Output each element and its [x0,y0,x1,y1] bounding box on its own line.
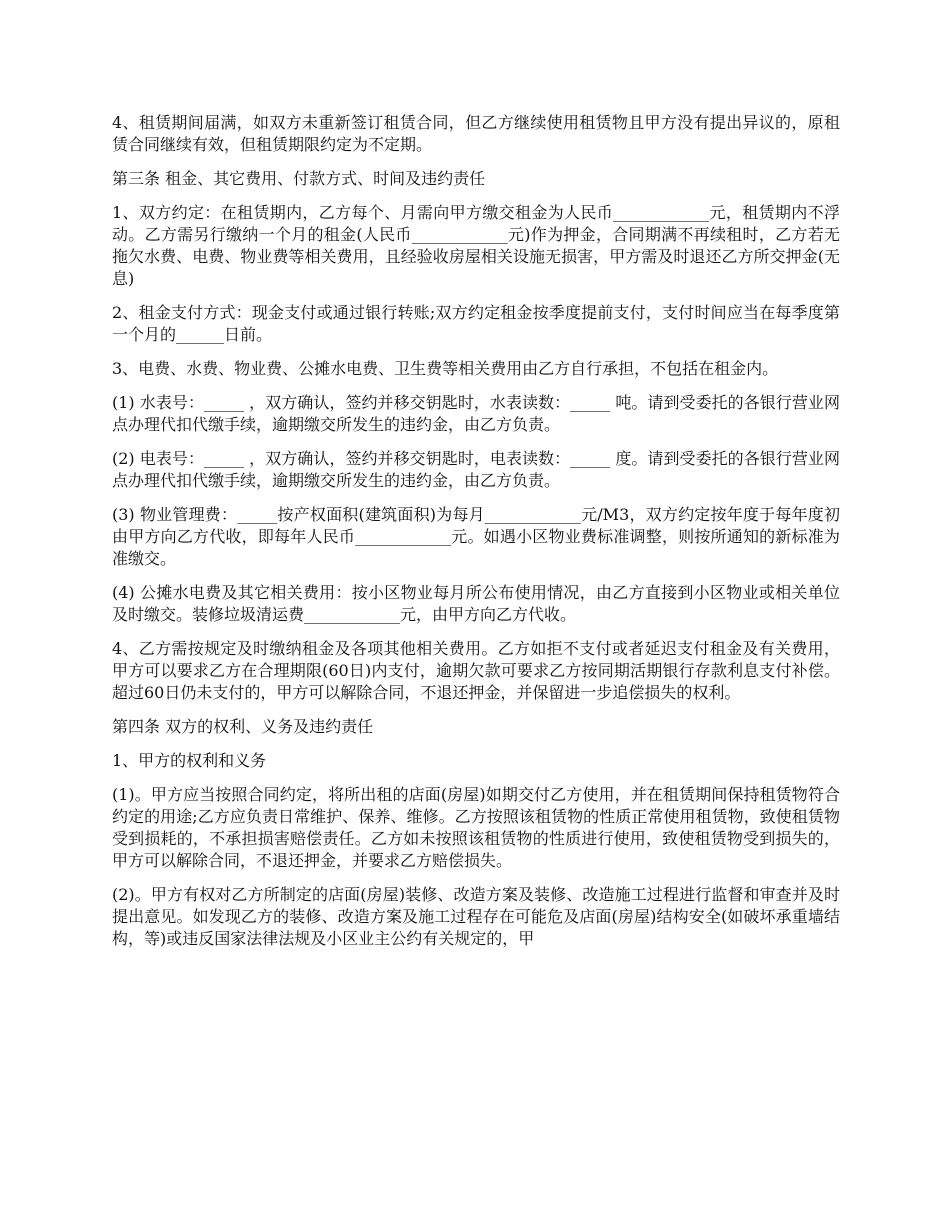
paragraph-water-meter: (1) 水表号：_____ ，双方确认，签约并移交钥匙时，水表读数：_____ 吨。请到受委托的各银行营业网点办理代扣代缴手续，逾期缴交所发生的违约金，由乙方负责。 [112,393,840,434]
paragraph-electric-meter: (2) 电表号：_____ ，双方确认，签约并移交钥匙时，电表读数：_____ 度。请到受委托的各银行营业网点办理代扣代缴手续，逾期缴交所发生的违约金，由乙方负责。 [112,449,840,490]
heading-article-4: 第四条 双方的权利、义务及违约责任 [112,717,374,736]
subheading-party-a-rights: 1、甲方的权利和义务 [112,751,267,770]
heading-article-3: 第三条 租金、其它费用、付款方式、时间及违约责任 [112,169,486,188]
paragraph-party-a-duty-1: (1)。甲方应当按照合同约定，将所出租的店面(房屋)如期交付乙方使用，并在租赁期间保持租赁物符合约定的用途;乙方应负责日常维护、保养、维修。乙方按照该租赁物的性质正常使用租赁物，致使租赁物受到损耗的，不承担损害赔偿责任。乙方如未按照该租赁物的性质进行使用，致使租赁物受到损失的，甲方可以解除合同，不退还押金，并要求乙方赔偿损失。 [112,785,840,870]
paragraph-utility-fees: 3、电费、水费、物业费、公摊水电费、卫生费等相关费用由乙方自行承担，不包括在租金内。 [112,359,779,378]
paragraph-payment-method: 2、租金支付方式：现金支付或通过银行转账;双方约定租金按季度提前支付，支付时间应当在每季度第一个月的______日前。 [112,303,840,344]
paragraph-party-a-duty-2: (2)。甲方有权对乙方所制定的店面(房屋)装修、改造方案及装修、改造施工过程进行监督和审查并及时提出意见。如发现乙方的装修、改造方案及施工过程存在可能危及店面(房屋)结构安全(如破坏承重墙结构，等)或违反国家法律法规及小区业主公约有关规定的，甲 [112,885,840,948]
document-page [112,112,840,962]
paragraph-shared-fees: (4) 公摊水电费及其它相关费用：按小区物业每月所公布使用情况，由乙方直接到小区物业或相关单位及时缴交。装修垃圾清运费____________元，由甲方向乙方代收。 [112,583,840,624]
paragraph-late-payment: 4、乙方需按规定及时缴纳租金及各项其他相关费用。乙方如拒不支付或者延迟支付租金及有关费用，甲方可以要求乙方在合理期限(60日)内支付，逾期欠款可要求乙方按同期活期银行存款利息支付补偿。超过60日仍未支付的，甲方可以解除合同，不退还押金，并保留进一步追偿损失的权利。 [112,639,840,702]
paragraph-property-fee: (3) 物业管理费：_____按产权面积(建筑面积)为每月____________元/M3，双方约定按年度于每年度初由甲方向乙方代收，即每年人民币____________元。如遇小区物业费标准调整，则按所通知的新标准为准缴交。 [112,505,840,568]
paragraph-lease-expiry: 4、租赁期间届满，如双方未重新签订租赁合同，但乙方继续使用租赁物且甲方没有提出异议的，原租赁合同继续有效，但租赁期限约定为不定期。 [112,113,840,154]
paragraph-rent-deposit: 1、双方约定：在租赁期内，乙方每个、月需向甲方缴交租金为人民币____________元，租赁期内不浮动。乙方需另行缴纳一个月的租金(人民币____________元)作为押金，合同期满不再续租时，乙方若无拖欠水费、电费、物业费等相关费用，且经验收房屋相关设施无损害，甲方需及时退还乙方所交押金(无息) [112,203,840,288]
